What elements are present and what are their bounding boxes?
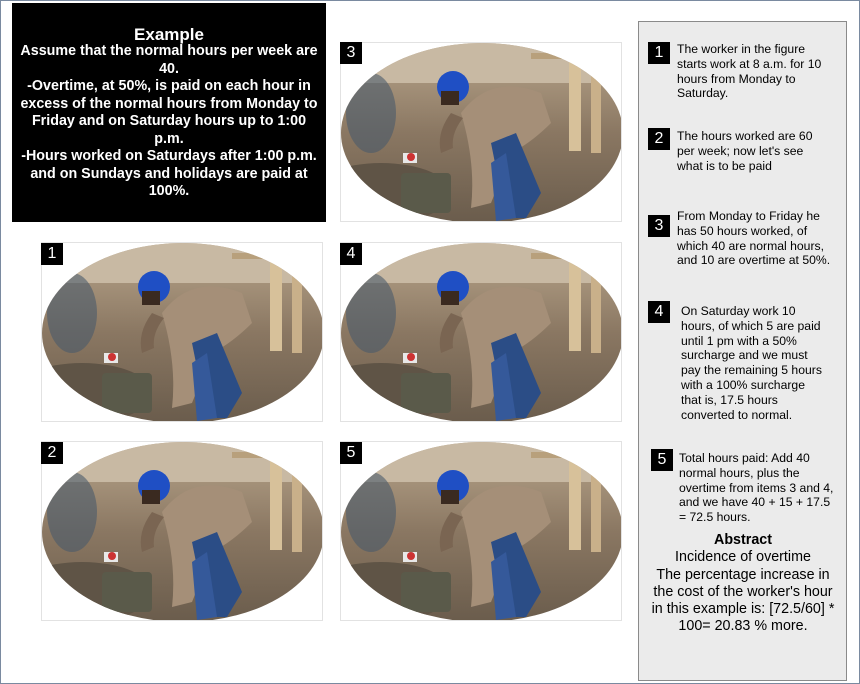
abstract-block (646, 532, 840, 636)
photo-badge-5: 5 (340, 442, 362, 464)
note-text-1: The worker in the figure starts work at 8 a.m. for 10 hours from Monday to Saturday. (677, 42, 822, 101)
photo-badge-4: 4 (340, 243, 362, 265)
note-text-2: The hours worked are 60 per week; now let's see what is to be paid (677, 129, 813, 173)
note-badge-1: 1 (648, 42, 670, 64)
worker-photo-3 (340, 42, 622, 222)
note-text-4: On Saturday work 10 hours, of which 5 are paid until 1 pm with a 50% surcharge and we must pay the remaining 5 hours with a 100% surcharge that is, 17.5 hours converted to normal. (681, 304, 822, 422)
note-badge-2: 2 (648, 128, 670, 150)
example-title: Example (134, 25, 204, 44)
worker-illustration (42, 442, 323, 621)
photo-badge-2: 2 (41, 442, 63, 464)
worker-photo-2 (41, 441, 323, 621)
abstract-text: The percentage increase in the cost of the worker's hour in this example is: [72.5/60] * 100= 20.83 % more. (651, 566, 835, 635)
note-badge-5: 5 (651, 449, 673, 471)
abstract-subtitle: Incidence of overtime (675, 549, 811, 566)
note-text-3: From Monday to Friday he has 50 hours worked, of which 40 are normal hours, and 10 are overtime at 50%. (677, 209, 831, 268)
example-body: Assume that the normal hours per week are 40. -Overtime, at 50%, is paid on each hour in excess of the normal hours from Monday to Friday and on Saturday hours up to 1:00 p.m. -Hours worked on Saturdays after 1:00 p.m. and on Sundays and holidays are paid at 100%. (20, 43, 318, 199)
worker-photo-5 (340, 441, 622, 621)
worker-illustration (341, 43, 622, 222)
photo-badge-1: 1 (41, 243, 63, 265)
abstract-heading: Abstract (714, 532, 772, 548)
worker-illustration (42, 243, 323, 422)
photo-badge-3: 3 (340, 42, 362, 64)
worker-illustration (341, 243, 622, 422)
worker-photo-4 (340, 242, 622, 422)
note-badge-4: 4 (648, 301, 670, 323)
worker-illustration (341, 442, 622, 621)
note-text-5: Total hours paid: Add 40 normal hours, plus the overtime from items 3 and 4, and we have 40 + 15 + 17.5 = 72.5 hours. (679, 451, 834, 525)
worker-photo-1 (41, 242, 323, 422)
note-badge-3: 3 (648, 215, 670, 237)
example-box (12, 3, 326, 222)
